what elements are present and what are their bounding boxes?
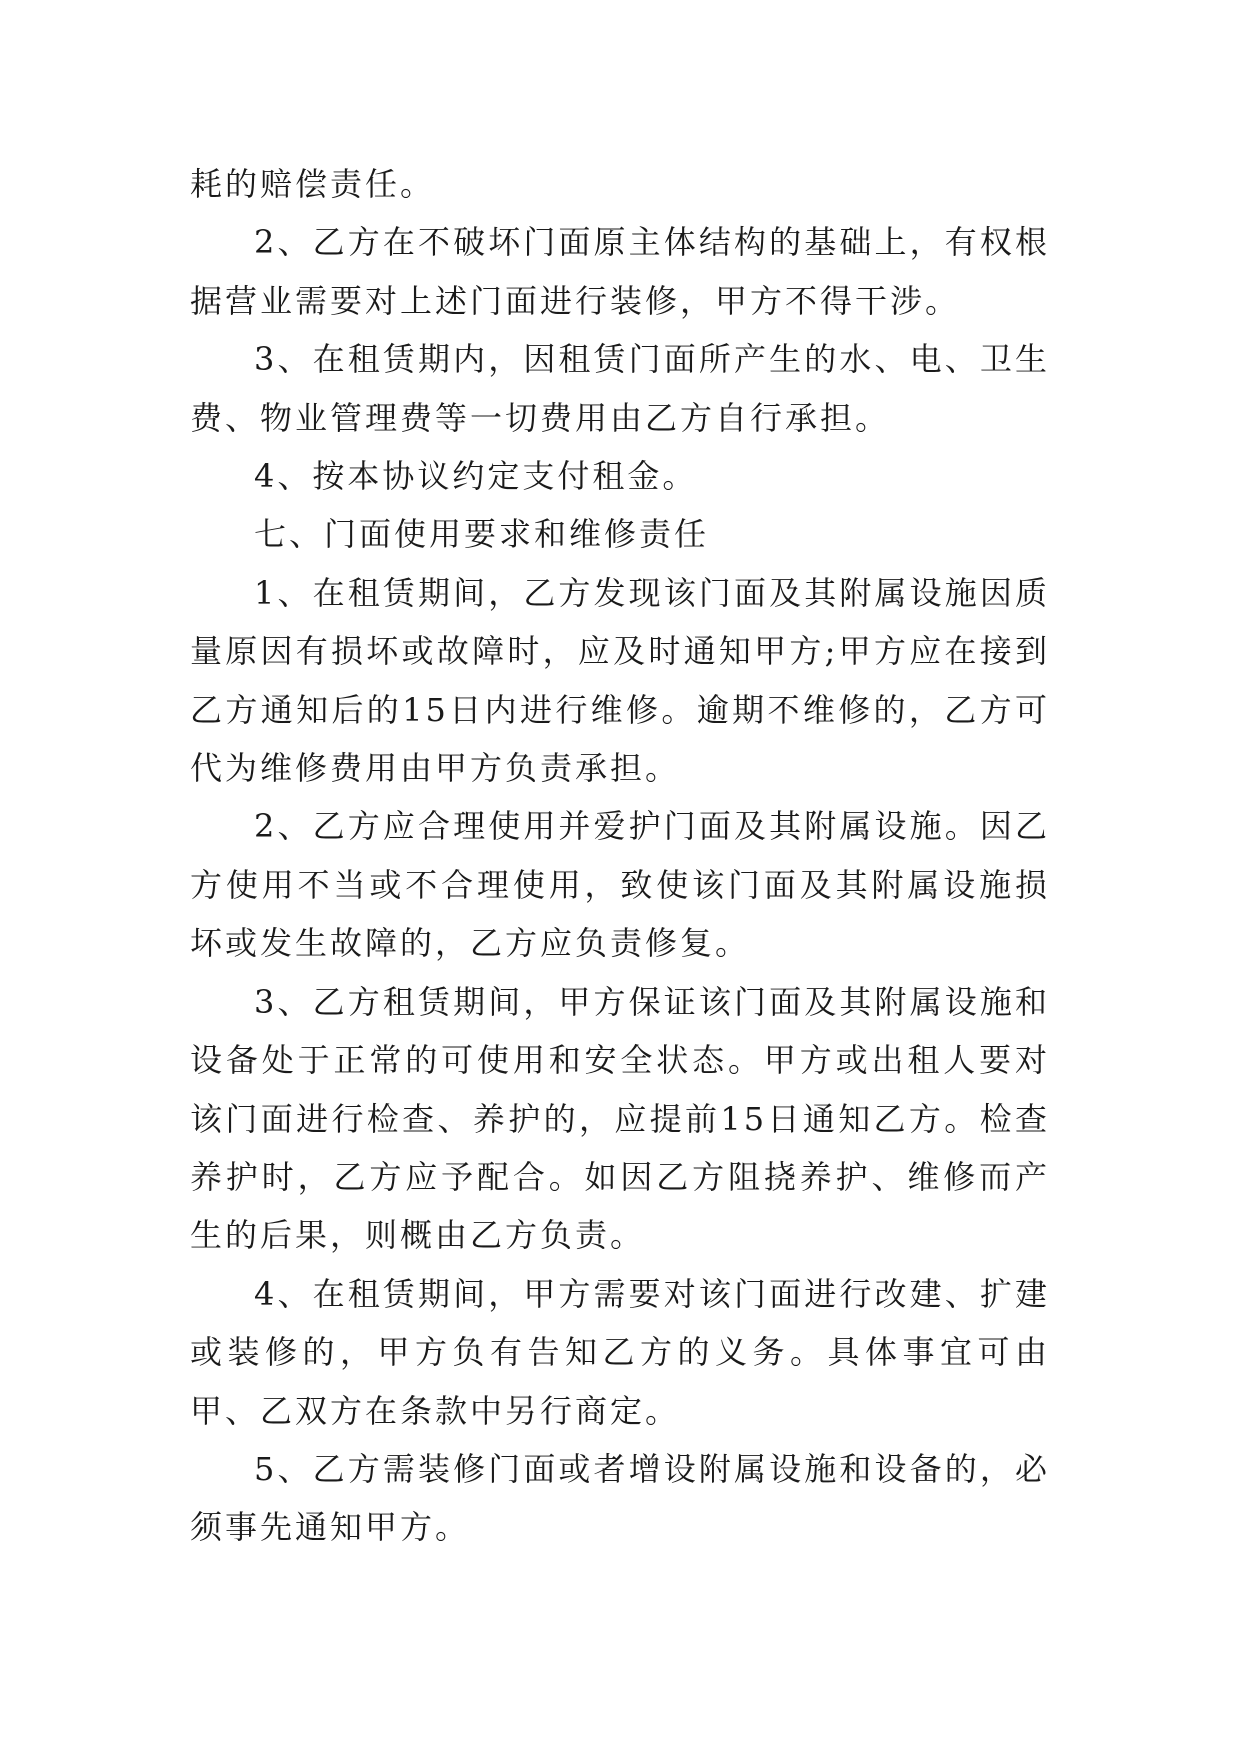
section-heading-7: 七、门面使用要求和维修责任 (254, 515, 710, 554)
paragraph-clause-7-1: 1、在租赁期间，乙方发现该门面及其附属设施因质量原因有损坏或故障时，应及时通知甲方;甲方应在接到乙方通知后的15日内进行维修。逾期不维修的，乙方可代为维修费用由甲方负责承担。 (190, 573, 1050, 788)
paragraph-clause-6-4: 4、按本协议约定支付租金。 (254, 457, 698, 496)
paragraph-clause-7-5: 5、乙方需装修门面或者增设附属设施和设备的，必须事先通知甲方。 (190, 1449, 1050, 1547)
paragraph-clause-7-2: 2、乙方应合理使用并爱护门面及其附属设施。因乙方使用不当或不合理使用，致使该门面及其附属设施损坏或发生故障的，乙方应负责修复。 (190, 807, 1050, 963)
paragraph-clause-7-4: 4、在租赁期间，甲方需要对该门面进行改建、扩建或装修的，甲方负有告知乙方的义务。具体事宜可由甲、乙双方在条款中另行商定。 (190, 1274, 1050, 1430)
paragraph-clause-6-3: 3、在租赁期内，因租赁门面所产生的水、电、卫生费、物业管理费等一切费用由乙方自行承担。 (190, 340, 1050, 437)
paragraph-continuation: 耗的赔偿责任。 (190, 165, 436, 203)
body-text (190, 155, 1050, 1557)
paragraph-clause-7-3: 3、乙方租赁期间，甲方保证该门面及其附属设施和设备处于正常的可使用和安全状态。甲方或出租人要对该门面进行检查、养护的，应提前15日通知乙方。检查养护时，乙方应予配合。如因乙方阻挠养护、维修而产生的后果，则概由乙方负责。 (190, 982, 1050, 1255)
paragraph-clause-6-2: 2、乙方在不破坏门面原主体结构的基础上，有权根据营业需要对上述门面进行装修，甲方不得干涉。 (190, 223, 1050, 320)
